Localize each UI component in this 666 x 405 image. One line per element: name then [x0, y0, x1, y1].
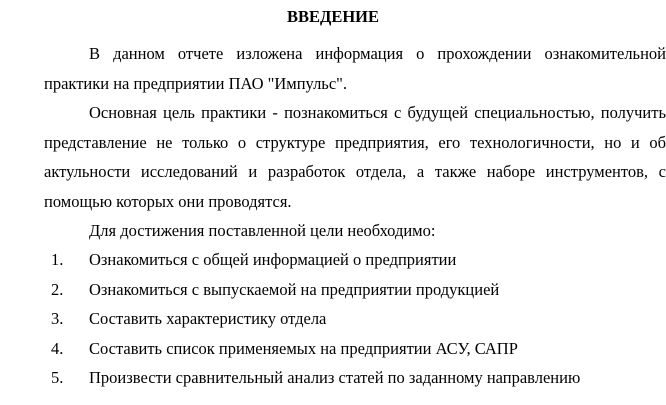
list-item	[0, 275, 666, 305]
goal-paragraph: Основная цель практики - познакомиться с будущей специальностью, получить представление не только о структуре предприятия, его технологичности, но и об актульности исследований и разработок отдела, а также наборе инструментов, с помощью которых они проводятся.	[44, 103, 666, 211]
tasks-list	[0, 245, 666, 393]
list-item-text: Ознакомиться с выпускаемой на предприятии продукцией	[89, 279, 500, 299]
list-item-text: Составить список применяемых на предприятии АСУ, САПР	[89, 338, 518, 358]
list-item-number: 3.	[51, 309, 64, 328]
list-item-number: 4.	[51, 338, 64, 358]
list-item-number: 2.	[51, 279, 64, 299]
tasks-lead-paragraph: Для достижения поставленной цели необходимо:	[89, 221, 436, 240]
list-item	[0, 363, 666, 393]
list-item-text: Ознакомиться с общей информацией о предприятии	[89, 250, 457, 269]
list-item	[0, 304, 666, 334]
list-item	[0, 334, 666, 364]
list-item-number: 5.	[51, 368, 64, 387]
list-item	[0, 245, 666, 275]
intro-paragraph: В данном отчете изложена информация о прохождении ознакомительной практики на предприятии ПАО "Импульс".	[44, 44, 666, 93]
list-item-text: Составить характеристику отдела	[89, 309, 327, 328]
section-title: ВВЕДЕНИЕ	[286, 7, 380, 26]
list-item-number: 1.	[51, 250, 64, 269]
list-item-text: Произвести сравнительный анализ статей по заданному направлению	[89, 368, 581, 387]
